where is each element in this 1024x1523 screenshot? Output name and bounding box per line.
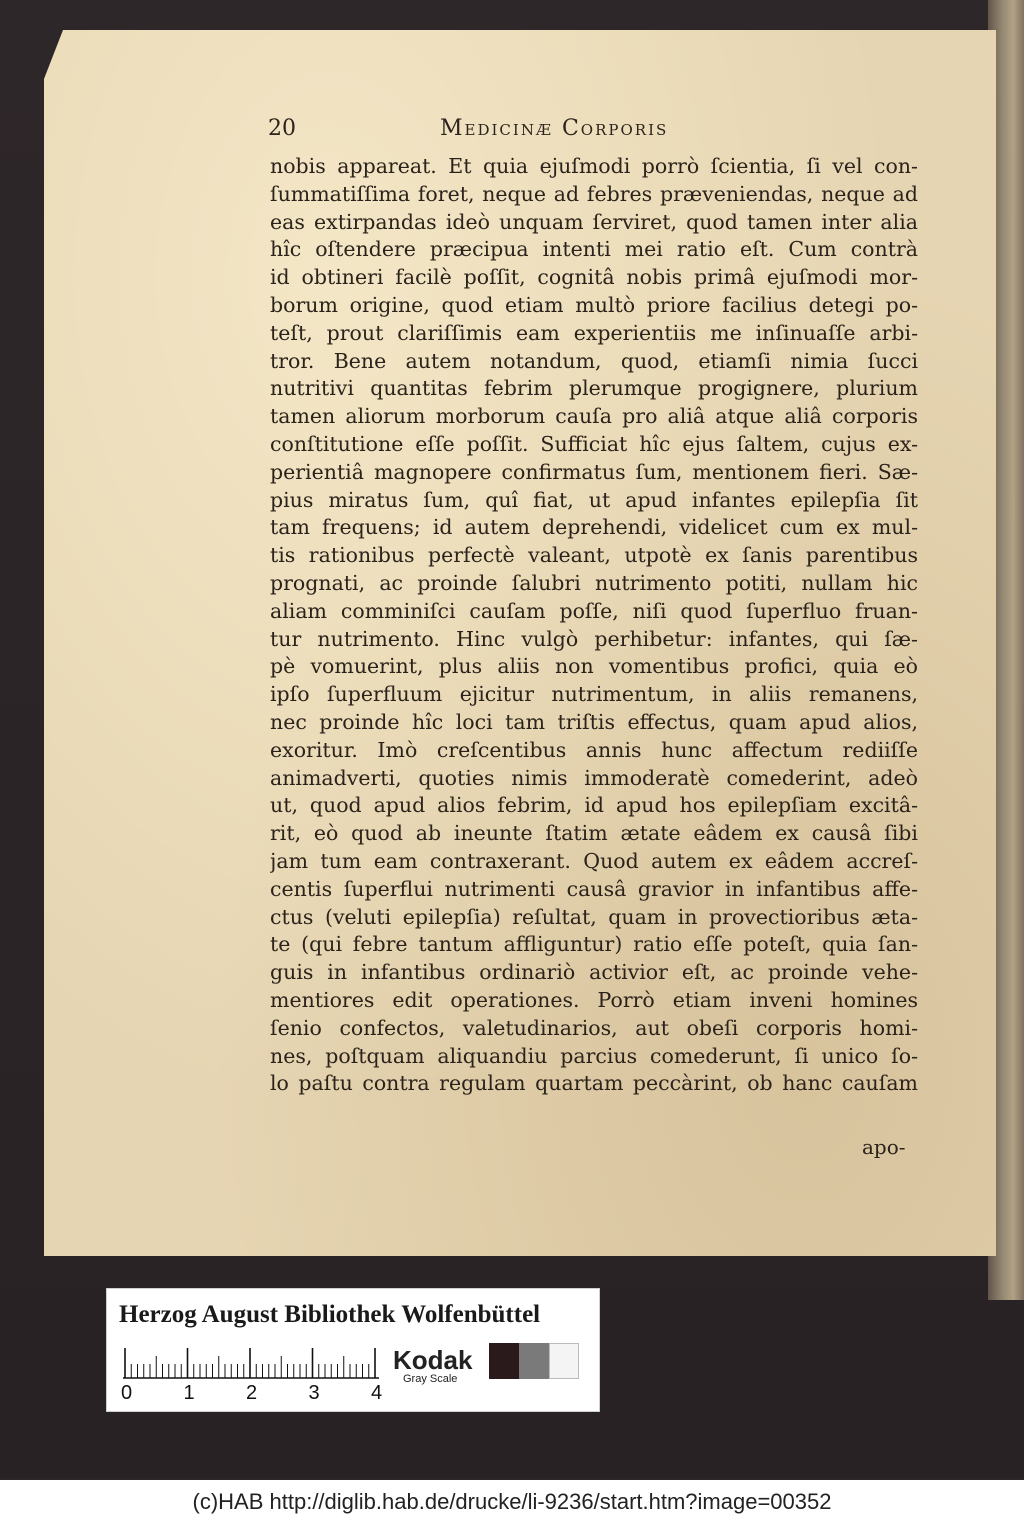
text-line: tror. Bene autem notandum, quod, etiamſi nimia ſucci: [270, 348, 918, 373]
text-line: ſenio confectos, valetudinarios, aut obeſi corporis homi-: [270, 1015, 918, 1040]
text-line: perientiâ magnopere confirmatus ſum, mentionem fieri. Sæ-: [270, 459, 918, 484]
text-line: nes, poſtquam aliquandiu parcius comederunt, ſi unico ſo-: [270, 1043, 918, 1068]
scale-labels: [117, 1382, 397, 1406]
ruler-scale: [123, 1345, 379, 1379]
scale-label: 1: [183, 1382, 195, 1404]
text-line: aliam comminiſci cauſam poſſe, niſi quod ſuperfluo fruan-: [270, 598, 918, 623]
swatch-light: [549, 1343, 579, 1379]
text-line: tis rationibus perfectè valeant, utpotè ex ſanis parentibus: [270, 543, 918, 568]
text-line: conſtitutione eſſe poſſit. Sufficiat hîc ejus ſaltem, cujus ex-: [270, 431, 918, 456]
text-line: guis in infantibus ordinariò activior eſt, ac proinde vehe-: [270, 960, 918, 985]
scale-label: 3: [308, 1382, 320, 1404]
text-line: prognati, ac proinde ſalubri nutrimento potiti, nullam hic: [270, 570, 918, 595]
text-line: exoritur. Imò creſcentibus annis hunc affectum rediiſſe: [270, 737, 918, 762]
text-line: teſt, prout clariſſimis eam experientiis me inſinuaſſe arbi-: [270, 320, 918, 345]
scale-label: 2: [246, 1382, 258, 1404]
page-header: [268, 114, 918, 148]
text-line: nec proinde hîc loci tam triſtis effectus, quam apud alios,: [270, 709, 918, 734]
text-line: pè vomuerint, plus aliis non vomentibus profici, quia eò: [270, 654, 918, 679]
text-line: rit, eò quod ab ineunte ſtatim ætate eâdem ex causâ ſibi: [270, 821, 918, 846]
text-line: pius miratus ſum, quî fiat, ut apud infantes epilepſia ſit: [270, 487, 918, 512]
text-line: mentiores edit operationes. Porrò etiam inveni homines: [270, 987, 918, 1012]
text-line: ut, quod apud alios febrim, id apud hos epilepſiam excitâ-: [270, 793, 918, 818]
text-line: jam tum eam contraxerant. Quod autem ex eâdem accreſ-: [270, 848, 918, 873]
brand-label: Kodak: [393, 1345, 473, 1375]
swatch-mid: [519, 1343, 549, 1379]
text-line: animadverti, quoties nimis immoderatè comederint, adeò: [270, 765, 918, 790]
text-line: tamen aliorum morborum cauſa pro aliâ atque aliâ corporis: [270, 404, 918, 429]
text-line: ctus (veluti epilepſia) reſultat, quam in provectioribus æta-: [270, 904, 918, 929]
scale-label: 0: [121, 1382, 133, 1404]
text-line: hîc oſtendere præcipua intenti mei ratio eſt. Cum contrà: [270, 237, 918, 262]
library-name: Herzog August Bibliothek Wolfenbüttel: [119, 1301, 541, 1328]
brand-subtitle: Gray Scale: [403, 1373, 458, 1385]
text-line: te (qui febre tantum affliguntur) ratio eſſe poteſt, quia ſan-: [270, 932, 918, 957]
text-line: id obtineri facilè poſſit, cognitâ nobis primâ ejuſmodi mor-: [270, 265, 918, 290]
text-line: tam frequens; id autem deprehendi, videlicet cum ex mul-: [270, 515, 918, 540]
text-line: tur nutrimento. Hinc vulgò perhibetur: infantes, qui ſæ-: [270, 626, 918, 651]
text-line: centis ſuperflui nutrimenti causâ gravior in infantibus affe-: [270, 876, 918, 901]
text-line: nutritivi quantitas febrim plerumque progignere, plurium: [270, 376, 918, 401]
text-line: eas extirpandas ideò unquam ſerviret, quod tamen inter alia: [270, 209, 918, 234]
catchword: apo-: [862, 1135, 906, 1159]
text-line: borum origine, quod etiam multò priore facilius detegi po-: [270, 292, 918, 317]
swatch-dark: [489, 1343, 519, 1379]
color-calibration-card: [106, 1288, 600, 1412]
page-number: 20: [268, 116, 296, 141]
running-head: Medicinæ Corporis: [440, 116, 669, 141]
text-line: ſummatiſſima foret, neque ad febres præveniendas, neque ad: [270, 181, 918, 206]
text-line: lo paſtu contra regulam quartam peccàrint, ob hanc cauſam: [270, 1071, 918, 1096]
footer-url: (c)HAB http://diglib.hab.de/drucke/li-9236/start.htm?image=00352: [0, 1480, 1024, 1523]
scale-label: 4: [371, 1382, 383, 1404]
body-text: [270, 153, 918, 1098]
text-line: ipſo ſuperfluum ejicitur nutrimentum, in aliis remanens,: [270, 682, 918, 707]
text-line: nobis appareat. Et quia ejuſmodi porrò ſcientia, ſi vel con-: [270, 154, 918, 178]
